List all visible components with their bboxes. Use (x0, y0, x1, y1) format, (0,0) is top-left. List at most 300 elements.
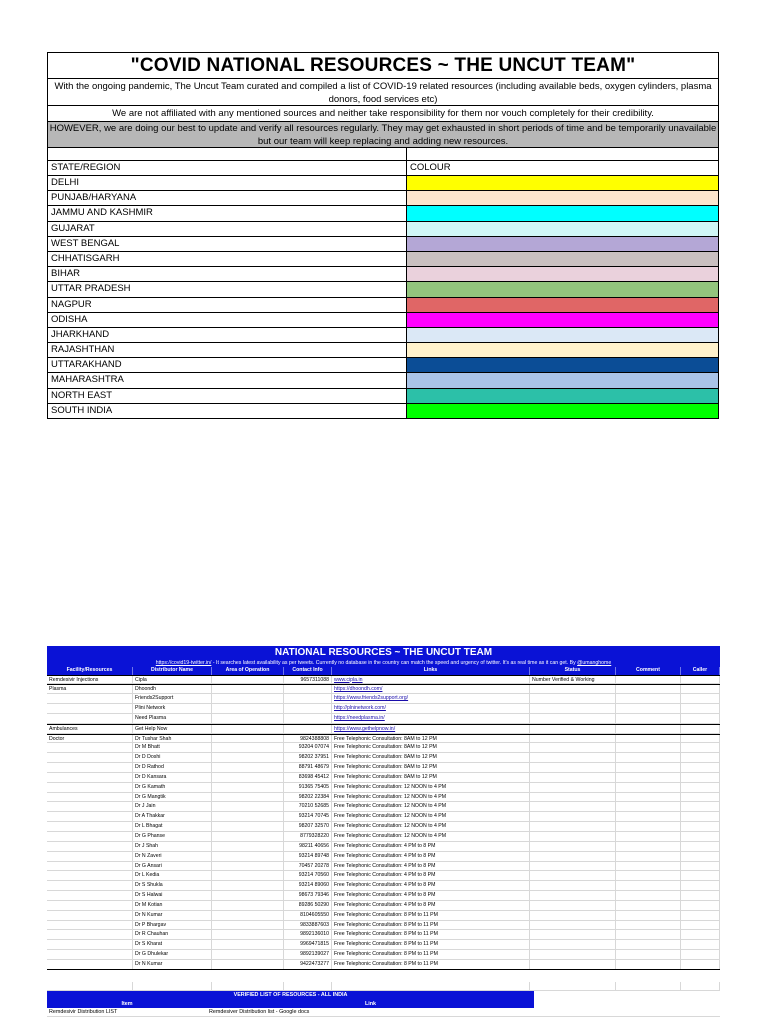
region-name-cell[interactable]: BIHAR (48, 267, 407, 281)
contact-cell[interactable]: 70457 20278 (284, 862, 332, 871)
distributor-cell[interactable]: Dr S Kharat (133, 940, 212, 949)
distributor-cell[interactable]: Dr S Shukla (133, 881, 212, 890)
comment-cell[interactable] (616, 676, 681, 684)
verified-col-link[interactable]: Link (364, 1001, 377, 1007)
area-cell[interactable] (212, 685, 284, 693)
link-cell[interactable]: Free Telephonic Consultation: 8AM to 12 PM (332, 753, 530, 762)
distributor-cell[interactable]: Dr M Bhatt (133, 743, 212, 752)
contact-cell[interactable]: 8779328220 (284, 832, 332, 841)
resource-link[interactable]: https://www.friends2support.org/ (334, 695, 409, 702)
col-header-area[interactable]: Area of Operation (212, 667, 284, 675)
status-cell[interactable] (530, 950, 616, 959)
area-cell[interactable] (212, 793, 284, 802)
contact-cell[interactable]: 98673 79346 (284, 891, 332, 900)
status-cell[interactable] (530, 940, 616, 949)
area-cell[interactable] (212, 676, 284, 684)
region-colour-swatch[interactable] (407, 267, 718, 281)
link-cell[interactable]: Free Telephonic Consultation: 8 PM to 11 PM (332, 950, 530, 959)
facility-cell[interactable] (47, 793, 133, 802)
contact-cell[interactable] (284, 725, 332, 733)
status-cell[interactable] (530, 735, 616, 743)
status-cell[interactable] (530, 891, 616, 900)
comment-cell[interactable] (616, 862, 681, 871)
contact-cell[interactable] (284, 694, 332, 703)
distributor-cell[interactable]: Dhoondh (133, 685, 212, 693)
empty-cell[interactable] (332, 982, 530, 990)
caller-cell[interactable] (681, 930, 720, 939)
contact-cell[interactable]: 93204 07074 (284, 743, 332, 752)
status-cell[interactable] (530, 822, 616, 831)
caller-cell[interactable] (681, 676, 720, 684)
facility-cell[interactable] (47, 773, 133, 782)
comment-cell[interactable] (616, 930, 681, 939)
contact-cell[interactable]: 88791 48679 (284, 763, 332, 772)
facility-cell[interactable] (47, 901, 133, 910)
facility-cell[interactable] (47, 812, 133, 821)
distributor-cell[interactable]: Friends2Support (133, 694, 212, 703)
verified-col-item[interactable]: Item (121, 1001, 133, 1007)
area-cell[interactable] (212, 822, 284, 831)
link-cell[interactable]: Free Telephonic Consultation: 12 NOON to 4 PM (332, 793, 530, 802)
state-region-header[interactable]: STATE/REGION (48, 161, 407, 175)
comment-cell[interactable] (616, 802, 681, 811)
region-name-cell[interactable]: SOUTH INDIA (48, 404, 407, 418)
caller-cell[interactable] (681, 704, 720, 713)
contact-cell[interactable]: 9833887603 (284, 921, 332, 930)
area-cell[interactable] (212, 812, 284, 821)
resource-link[interactable]: www.cipla.in (334, 676, 363, 683)
col-header-comment[interactable]: Comment (616, 667, 681, 675)
distributor-cell[interactable]: Dr N Kumar (133, 960, 212, 969)
col-header-caller[interactable]: Caller (681, 667, 720, 675)
region-name-cell[interactable]: RAJASHTHAN (48, 343, 407, 357)
caller-cell[interactable] (681, 743, 720, 752)
comment-cell[interactable] (616, 763, 681, 772)
area-cell[interactable] (212, 960, 284, 969)
facility-cell[interactable] (47, 881, 133, 890)
status-cell[interactable] (530, 714, 616, 723)
distributor-cell[interactable]: Dr D Kansara (133, 773, 212, 782)
region-name-cell[interactable]: CHHATISGARH (48, 252, 407, 266)
contact-cell[interactable]: 93214 89748 (284, 852, 332, 861)
verified-link-cell[interactable]: Remdesiver Distribution list - Google docs (209, 1009, 310, 1015)
distributor-cell[interactable]: Dr S Halwai (133, 891, 212, 900)
comment-cell[interactable] (616, 950, 681, 959)
caller-cell[interactable] (681, 862, 720, 871)
facility-cell[interactable]: Doctor (47, 735, 133, 743)
facility-cell[interactable] (47, 763, 133, 772)
contact-cell[interactable]: 9422473277 (284, 960, 332, 969)
link-cell[interactable]: Free Telephonic Consultation: 8AM to 12 PM (332, 743, 530, 752)
comment-cell[interactable] (616, 842, 681, 851)
col-header-contact[interactable]: Contact Info (284, 667, 332, 675)
contact-cell[interactable] (284, 704, 332, 713)
status-cell[interactable] (530, 802, 616, 811)
status-cell[interactable] (530, 871, 616, 880)
caller-cell[interactable] (681, 685, 720, 693)
link-cell[interactable] (332, 714, 530, 723)
distributor-cell[interactable]: Dr D Doshi (133, 753, 212, 762)
status-cell[interactable] (530, 852, 616, 861)
region-colour-swatch[interactable] (407, 313, 718, 327)
status-cell[interactable] (530, 793, 616, 802)
author-handle-link[interactable]: @umanghome (577, 660, 612, 666)
region-name-cell[interactable]: UTTAR PRADESH (48, 282, 407, 296)
resource-link[interactable]: https://www.gethelpnow.in/ (334, 725, 396, 732)
status-cell[interactable] (530, 842, 616, 851)
distributor-cell[interactable]: Dr D Rathod (133, 763, 212, 772)
region-name-cell[interactable]: JHARKHAND (48, 328, 407, 342)
comment-cell[interactable] (616, 832, 681, 841)
distributor-cell[interactable]: Dr L Bhagat (133, 822, 212, 831)
area-cell[interactable] (212, 940, 284, 949)
link-cell[interactable] (332, 725, 530, 733)
comment-cell[interactable] (616, 812, 681, 821)
facility-cell[interactable] (47, 753, 133, 762)
facility-cell[interactable] (47, 714, 133, 723)
empty-cell[interactable] (47, 982, 133, 990)
distributor-cell[interactable]: Get Help Now (133, 725, 212, 733)
contact-cell[interactable]: 98207 32570 (284, 822, 332, 831)
area-cell[interactable] (212, 832, 284, 841)
region-name-cell[interactable]: NORTH EAST (48, 389, 407, 403)
area-cell[interactable] (212, 802, 284, 811)
facility-cell[interactable] (47, 871, 133, 880)
caller-cell[interactable] (681, 822, 720, 831)
region-name-cell[interactable]: NAGPUR (48, 298, 407, 312)
caller-cell[interactable] (681, 694, 720, 703)
region-colour-swatch[interactable] (407, 191, 718, 205)
status-cell[interactable] (530, 725, 616, 733)
status-cell[interactable] (530, 862, 616, 871)
region-name-cell[interactable]: GUJARAT (48, 222, 407, 236)
col-header-status[interactable]: Status (530, 667, 616, 675)
link-cell[interactable] (332, 704, 530, 713)
caller-cell[interactable] (681, 773, 720, 782)
distributor-cell[interactable]: Dr J Shah (133, 842, 212, 851)
status-cell[interactable] (530, 812, 616, 821)
area-cell[interactable] (212, 891, 284, 900)
status-cell[interactable] (530, 921, 616, 930)
comment-cell[interactable] (616, 783, 681, 792)
distributor-cell[interactable]: Dr Tushar Shah (133, 735, 212, 743)
empty-cell[interactable] (681, 982, 720, 990)
link-cell[interactable]: Free Telephonic Consultation: 8 PM to 11 PM (332, 911, 530, 920)
caller-cell[interactable] (681, 960, 720, 969)
link-cell[interactable]: Free Telephonic Consultation: 4 PM to 8 PM (332, 901, 530, 910)
caller-cell[interactable] (681, 714, 720, 723)
contact-cell[interactable]: 70210 52685 (284, 802, 332, 811)
caller-cell[interactable] (681, 783, 720, 792)
empty-cell[interactable] (212, 982, 284, 990)
status-cell[interactable] (530, 911, 616, 920)
link-cell[interactable]: Free Telephonic Consultation: 8 PM to 11 PM (332, 921, 530, 930)
area-cell[interactable] (212, 743, 284, 752)
region-name-cell[interactable]: JAMMU AND KASHMIR (48, 206, 407, 220)
distributor-cell[interactable]: Plini Network (133, 704, 212, 713)
facility-cell[interactable] (47, 852, 133, 861)
col-header-distributor[interactable]: Distributor Name (133, 667, 212, 675)
area-cell[interactable] (212, 901, 284, 910)
facility-cell[interactable] (47, 743, 133, 752)
comment-cell[interactable] (616, 871, 681, 880)
area-cell[interactable] (212, 694, 284, 703)
comment-cell[interactable] (616, 921, 681, 930)
region-colour-swatch[interactable] (407, 252, 718, 266)
contact-cell[interactable]: 9892139027 (284, 950, 332, 959)
contact-cell[interactable]: 8104605550 (284, 911, 332, 920)
region-colour-swatch[interactable] (407, 389, 718, 403)
comment-cell[interactable] (616, 725, 681, 733)
region-colour-swatch[interactable] (407, 282, 718, 296)
region-colour-swatch[interactable] (407, 237, 718, 251)
area-cell[interactable] (212, 911, 284, 920)
facility-cell[interactable] (47, 921, 133, 930)
region-colour-swatch[interactable] (407, 206, 718, 220)
comment-cell[interactable] (616, 704, 681, 713)
link-cell[interactable] (332, 685, 530, 693)
area-cell[interactable] (212, 735, 284, 743)
region-colour-swatch[interactable] (407, 358, 718, 372)
region-colour-swatch[interactable] (407, 343, 718, 357)
caller-cell[interactable] (681, 891, 720, 900)
region-name-cell[interactable]: WEST BENGAL (48, 237, 407, 251)
link-cell[interactable]: Free Telephonic Consultation: 12 NOON to 4 PM (332, 783, 530, 792)
distributor-cell[interactable]: Dr L Kedia (133, 871, 212, 880)
caller-cell[interactable] (681, 763, 720, 772)
comment-cell[interactable] (616, 753, 681, 762)
col-header-facility[interactable]: Facility/Resources (47, 667, 133, 675)
distributor-cell[interactable]: Dr N Kumar (133, 911, 212, 920)
caller-cell[interactable] (681, 753, 720, 762)
empty-cell[interactable] (133, 982, 212, 990)
comment-cell[interactable] (616, 891, 681, 900)
caller-cell[interactable] (681, 735, 720, 743)
distributor-cell[interactable]: Dr A Thakkar (133, 812, 212, 821)
region-colour-swatch[interactable] (407, 404, 718, 418)
link-cell[interactable]: Free Telephonic Consultation: 8AM to 12 PM (332, 735, 530, 743)
link-cell[interactable]: Free Telephonic Consultation: 8 PM to 11 PM (332, 930, 530, 939)
comment-cell[interactable] (616, 735, 681, 743)
contact-cell[interactable]: 93214 70745 (284, 812, 332, 821)
contact-cell[interactable] (284, 714, 332, 723)
contact-cell[interactable] (284, 685, 332, 693)
comment-cell[interactable] (616, 911, 681, 920)
comment-cell[interactable] (616, 940, 681, 949)
caller-cell[interactable] (681, 950, 720, 959)
link-cell[interactable]: Free Telephonic Consultation: 4 PM to 8 PM (332, 891, 530, 900)
region-name-cell[interactable]: DELHI (48, 176, 407, 190)
contact-cell[interactable]: 98202 37951 (284, 753, 332, 762)
link-cell[interactable]: Free Telephonic Consultation: 8 PM to 11 PM (332, 960, 530, 969)
comment-cell[interactable] (616, 743, 681, 752)
area-cell[interactable] (212, 783, 284, 792)
comment-cell[interactable] (616, 793, 681, 802)
contact-cell[interactable]: 89286 50290 (284, 901, 332, 910)
area-cell[interactable] (212, 842, 284, 851)
facility-cell[interactable] (47, 802, 133, 811)
distributor-cell[interactable]: Dr G Ansari (133, 862, 212, 871)
comment-cell[interactable] (616, 714, 681, 723)
link-cell[interactable]: Free Telephonic Consultation: 4 PM to 8 PM (332, 862, 530, 871)
facility-cell[interactable] (47, 911, 133, 920)
link-cell[interactable]: Free Telephonic Consultation: 8 PM to 11 PM (332, 940, 530, 949)
empty-cell[interactable] (530, 982, 616, 990)
comment-cell[interactable] (616, 694, 681, 703)
facility-cell[interactable] (47, 891, 133, 900)
distributor-cell[interactable]: Dr P Bhargav (133, 921, 212, 930)
link-cell[interactable]: Free Telephonic Consultation: 4 PM to 8 PM (332, 871, 530, 880)
comment-cell[interactable] (616, 960, 681, 969)
contact-cell[interactable]: 98211 40656 (284, 842, 332, 851)
caller-cell[interactable] (681, 911, 720, 920)
empty-cell[interactable] (616, 982, 681, 990)
region-name-cell[interactable]: MAHARASHTRA (48, 373, 407, 387)
region-colour-swatch[interactable] (407, 222, 718, 236)
contact-cell[interactable]: 9657311088 (284, 676, 332, 684)
facility-cell[interactable] (47, 930, 133, 939)
status-cell[interactable] (530, 901, 616, 910)
resource-link[interactable]: https://dhoondh.com/ (334, 686, 383, 693)
status-cell[interactable] (530, 704, 616, 713)
caller-cell[interactable] (681, 793, 720, 802)
area-cell[interactable] (212, 753, 284, 762)
caller-cell[interactable] (681, 842, 720, 851)
facility-cell[interactable] (47, 694, 133, 703)
verified-extra-cell[interactable] (534, 1008, 720, 1016)
caller-cell[interactable] (681, 881, 720, 890)
caller-cell[interactable] (681, 832, 720, 841)
link-cell[interactable]: Free Telephonic Consultation: 4 PM to 8 PM (332, 881, 530, 890)
link-cell[interactable]: Free Telephonic Consultation: 12 NOON to 4 PM (332, 812, 530, 821)
blank-cell[interactable] (407, 148, 718, 160)
link-cell[interactable]: Free Telephonic Consultation: 12 NOON to 4 PM (332, 802, 530, 811)
blank-cell[interactable] (48, 148, 407, 160)
colour-header[interactable]: COLOUR (410, 162, 451, 173)
status-cell[interactable] (530, 694, 616, 703)
facility-cell[interactable]: Plasma (47, 685, 133, 693)
distributor-cell[interactable]: Dr N Zaveri (133, 852, 212, 861)
comment-cell[interactable] (616, 901, 681, 910)
facility-cell[interactable] (47, 832, 133, 841)
status-cell[interactable] (530, 783, 616, 792)
verified-item-cell[interactable]: Remdesivir Distribution LIST (49, 1009, 118, 1015)
region-name-cell[interactable]: UTTARAKHAND (48, 358, 407, 372)
region-colour-swatch[interactable] (407, 298, 718, 312)
contact-cell[interactable]: 98202 22384 (284, 793, 332, 802)
caller-cell[interactable] (681, 852, 720, 861)
area-cell[interactable] (212, 930, 284, 939)
distributor-cell[interactable]: Dr R Chauhan (133, 930, 212, 939)
caller-cell[interactable] (681, 725, 720, 733)
status-cell[interactable] (530, 753, 616, 762)
contact-cell[interactable]: 9824388808 (284, 735, 332, 743)
status-cell[interactable]: Number Verified & Working (530, 676, 616, 684)
comment-cell[interactable] (616, 822, 681, 831)
area-cell[interactable] (212, 773, 284, 782)
area-cell[interactable] (212, 714, 284, 723)
facility-cell[interactable] (47, 842, 133, 851)
region-colour-swatch[interactable] (407, 373, 718, 387)
region-name-cell[interactable]: ODISHA (48, 313, 407, 327)
distributor-cell[interactable]: Need Plasma (133, 714, 212, 723)
caller-cell[interactable] (681, 901, 720, 910)
distributor-cell[interactable]: Dr M Kotian (133, 901, 212, 910)
facility-cell[interactable] (47, 950, 133, 959)
resource-link[interactable]: https://needplasma.in/ (334, 714, 385, 721)
status-cell[interactable] (530, 773, 616, 782)
twitter-tracker-link[interactable]: https://covid19-twitter.in/ (155, 660, 212, 666)
comment-cell[interactable] (616, 881, 681, 890)
link-cell[interactable]: Free Telephonic Consultation: 12 NOON to 4 PM (332, 832, 530, 841)
distributor-cell[interactable]: Dr G Phanse (133, 832, 212, 841)
link-cell[interactable]: Free Telephonic Consultation: 12 NOON to 4 PM (332, 822, 530, 831)
region-colour-swatch[interactable] (407, 328, 718, 342)
area-cell[interactable] (212, 950, 284, 959)
link-cell[interactable] (332, 694, 530, 703)
status-cell[interactable] (530, 930, 616, 939)
region-name-cell[interactable]: PUNJAB/HARYANA (48, 191, 407, 205)
caller-cell[interactable] (681, 940, 720, 949)
comment-cell[interactable] (616, 773, 681, 782)
area-cell[interactable] (212, 871, 284, 880)
area-cell[interactable] (212, 725, 284, 733)
empty-cell[interactable] (284, 982, 332, 990)
facility-cell[interactable] (47, 862, 133, 871)
facility-cell[interactable] (47, 822, 133, 831)
facility-cell[interactable] (47, 940, 133, 949)
link-cell[interactable]: Free Telephonic Consultation: 4 PM to 8 PM (332, 852, 530, 861)
area-cell[interactable] (212, 862, 284, 871)
link-cell[interactable]: Free Telephonic Consultation: 8AM to 12 PM (332, 773, 530, 782)
caller-cell[interactable] (681, 921, 720, 930)
facility-cell[interactable] (47, 783, 133, 792)
distributor-cell[interactable]: Dr G Kamath (133, 783, 212, 792)
caller-cell[interactable] (681, 802, 720, 811)
region-colour-swatch[interactable] (407, 176, 718, 190)
status-cell[interactable] (530, 763, 616, 772)
link-cell[interactable]: Free Telephonic Consultation: 4 PM to 8 PM (332, 842, 530, 851)
area-cell[interactable] (212, 852, 284, 861)
facility-cell[interactable]: Ambulances (47, 725, 133, 733)
caller-cell[interactable] (681, 871, 720, 880)
facility-cell[interactable] (47, 960, 133, 969)
contact-cell[interactable]: 91365 75405 (284, 783, 332, 792)
link-cell[interactable] (332, 676, 530, 684)
status-cell[interactable] (530, 960, 616, 969)
status-cell[interactable] (530, 881, 616, 890)
contact-cell[interactable]: 9969471815 (284, 940, 332, 949)
link-cell[interactable]: Free Telephonic Consultation: 8AM to 12 PM (332, 763, 530, 772)
caller-cell[interactable] (681, 812, 720, 821)
contact-cell[interactable]: 83698 45412 (284, 773, 332, 782)
status-cell[interactable] (530, 832, 616, 841)
contact-cell[interactable]: 93214 70560 (284, 871, 332, 880)
area-cell[interactable] (212, 763, 284, 772)
status-cell[interactable] (530, 685, 616, 693)
resource-link[interactable]: http://plninetwork.com/ (334, 705, 386, 712)
status-cell[interactable] (530, 743, 616, 752)
distributor-cell[interactable]: Dr G Dhulekar (133, 950, 212, 959)
comment-cell[interactable] (616, 685, 681, 693)
area-cell[interactable] (212, 704, 284, 713)
distributor-cell[interactable]: Cipla (133, 676, 212, 684)
area-cell[interactable] (212, 881, 284, 890)
area-cell[interactable] (212, 921, 284, 930)
comment-cell[interactable] (616, 852, 681, 861)
facility-cell[interactable]: Remdesivir Injections (47, 676, 133, 684)
col-header-links[interactable]: Links (332, 667, 530, 675)
